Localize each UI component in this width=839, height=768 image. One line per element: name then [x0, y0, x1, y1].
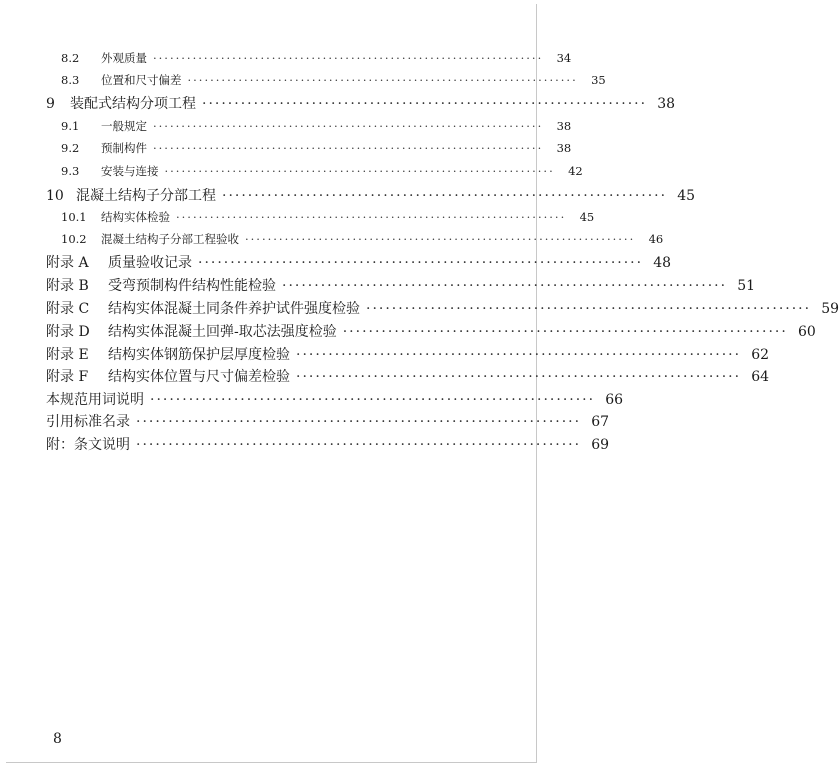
dot-leader: ····································································· — [176, 210, 567, 224]
page-number: 8 — [53, 731, 62, 747]
toc-entry-page: 38 — [657, 96, 676, 112]
toc-entry-title: 装配式结构分项工程 — [70, 96, 196, 112]
toc-entry-page: 69 — [591, 437, 610, 453]
dot-leader: ····································································· — [187, 73, 578, 87]
toc-entry-8-2[interactable] — [61, 50, 572, 66]
toc-entry-title: 引用标准名录 — [46, 414, 130, 430]
toc-entry-title: 混凝土结构子分部工程验收 — [101, 232, 239, 246]
dot-leader: ····································································· — [202, 96, 648, 112]
toc-entry-9-1[interactable] — [61, 118, 572, 134]
toc-entry-title: 本规范用词说明 — [46, 392, 144, 408]
toc-entry-title: 一般规定 — [101, 119, 147, 133]
toc-entry-title: 结构实体检验 — [101, 210, 170, 224]
dot-leader: ····································································· — [136, 414, 582, 430]
dot-leader: ····································································· — [153, 51, 544, 65]
toc-entry-number: 附录 F — [46, 369, 89, 385]
toc-entry-number: 10.2 — [61, 232, 87, 246]
toc-entry-page: 66 — [605, 392, 624, 408]
toc-entry-title: 结构实体位置与尺寸偏差检验 — [108, 369, 290, 385]
toc-entry-clause-explanation[interactable] — [46, 434, 610, 454]
toc-entry-number: 附录 D — [46, 324, 90, 340]
toc-entry-10[interactable] — [46, 185, 696, 205]
dot-leader: ····································································· — [153, 141, 544, 155]
toc-entry-number: 9 — [46, 96, 55, 112]
dot-leader: ····································································· — [153, 119, 544, 133]
toc-entry-9-2[interactable] — [61, 140, 572, 156]
toc-entry-number: 附录 A — [46, 255, 89, 271]
toc-entry-page: 60 — [797, 324, 816, 340]
toc-entry-8-3[interactable] — [61, 72, 606, 88]
toc-entry-title: 预制构件 — [101, 141, 147, 155]
toc-entry-page: 64 — [751, 369, 770, 385]
dot-leader: ····································································· — [296, 347, 742, 363]
dot-leader: ····································································· — [245, 232, 636, 246]
toc-entry-title: 质量验收记录 — [108, 255, 192, 271]
toc-entry-title: 受弯预制构件结构性能检验 — [108, 278, 276, 294]
toc-entry-page: 45 — [579, 210, 595, 224]
toc-entry-number: 9.3 — [61, 164, 80, 178]
dot-leader: ····································································· — [342, 324, 788, 340]
toc-entry-page: 59 — [821, 301, 839, 317]
dot-leader: ····································································· — [282, 278, 728, 294]
toc-entry-page: 67 — [591, 414, 610, 430]
toc-entry-wording-notes[interactable] — [46, 389, 624, 409]
toc-entry-page: 51 — [737, 278, 756, 294]
toc-entry-appendix-d[interactable] — [46, 321, 816, 341]
toc-entry-9-3[interactable] — [61, 163, 583, 179]
dot-leader: ····································································· — [136, 437, 582, 453]
toc-entry-number: 10 — [46, 188, 64, 204]
toc-entry-10-2[interactable] — [61, 231, 664, 247]
toc-entry-appendix-e[interactable] — [46, 344, 770, 364]
toc-entry-title: 外观质量 — [101, 51, 147, 65]
toc-entry-title: 安装与连接 — [101, 164, 159, 178]
toc-entry-number: 附录 E — [46, 347, 89, 363]
dot-leader: ····································································· — [164, 164, 555, 178]
toc-entry-number: 附录 B — [46, 278, 89, 294]
toc-entry-number: 9.1 — [61, 119, 80, 133]
toc-entry-page: 38 — [556, 141, 572, 155]
toc-entry-page: 38 — [556, 119, 572, 133]
toc-entry-page: 46 — [648, 232, 664, 246]
toc-entry-10-1[interactable] — [61, 209, 595, 225]
toc-entry-page: 62 — [751, 347, 770, 363]
toc-entry-page: 34 — [556, 51, 572, 65]
toc-entry-number: 8.2 — [61, 51, 80, 65]
toc-entry-page: 42 — [568, 164, 583, 178]
dot-leader: ····································································· — [222, 188, 668, 204]
toc-entry-title: 位置和尺寸偏差 — [101, 73, 182, 87]
dot-leader: ····································································· — [296, 369, 742, 385]
toc-entry-title: 附：条文说明 — [46, 437, 130, 453]
dot-leader: ····································································· — [150, 392, 596, 408]
toc-entry-page: 45 — [677, 188, 696, 204]
toc-entry-page: 35 — [591, 73, 606, 87]
toc-entry-title: 结构实体混凝土回弹-取芯法强度检验 — [108, 324, 337, 340]
dot-leader: ····································································· — [366, 301, 812, 317]
toc-entry-appendix-a[interactable] — [46, 252, 672, 272]
toc-entry-appendix-b[interactable] — [46, 275, 756, 295]
toc-entry-title: 混凝土结构子分部工程 — [76, 188, 216, 204]
toc-entry-page: 48 — [653, 255, 672, 271]
toc-entry-number: 10.1 — [61, 210, 87, 224]
toc-entry-number: 9.2 — [61, 141, 80, 155]
toc-entry-appendix-f[interactable] — [46, 366, 770, 386]
toc-entry-title: 结构实体混凝土同条件养护试件强度检验 — [108, 301, 360, 317]
toc-entry-9[interactable] — [46, 93, 676, 113]
toc-entry-appendix-c[interactable] — [46, 298, 839, 318]
dot-leader: ····································································· — [198, 255, 644, 271]
toc-entry-title: 结构实体钢筋保护层厚度检验 — [108, 347, 290, 363]
toc-entry-referenced-standards[interactable] — [46, 411, 610, 431]
toc-entry-number: 8.3 — [61, 73, 80, 87]
toc-entry-number: 附录 C — [46, 301, 90, 317]
